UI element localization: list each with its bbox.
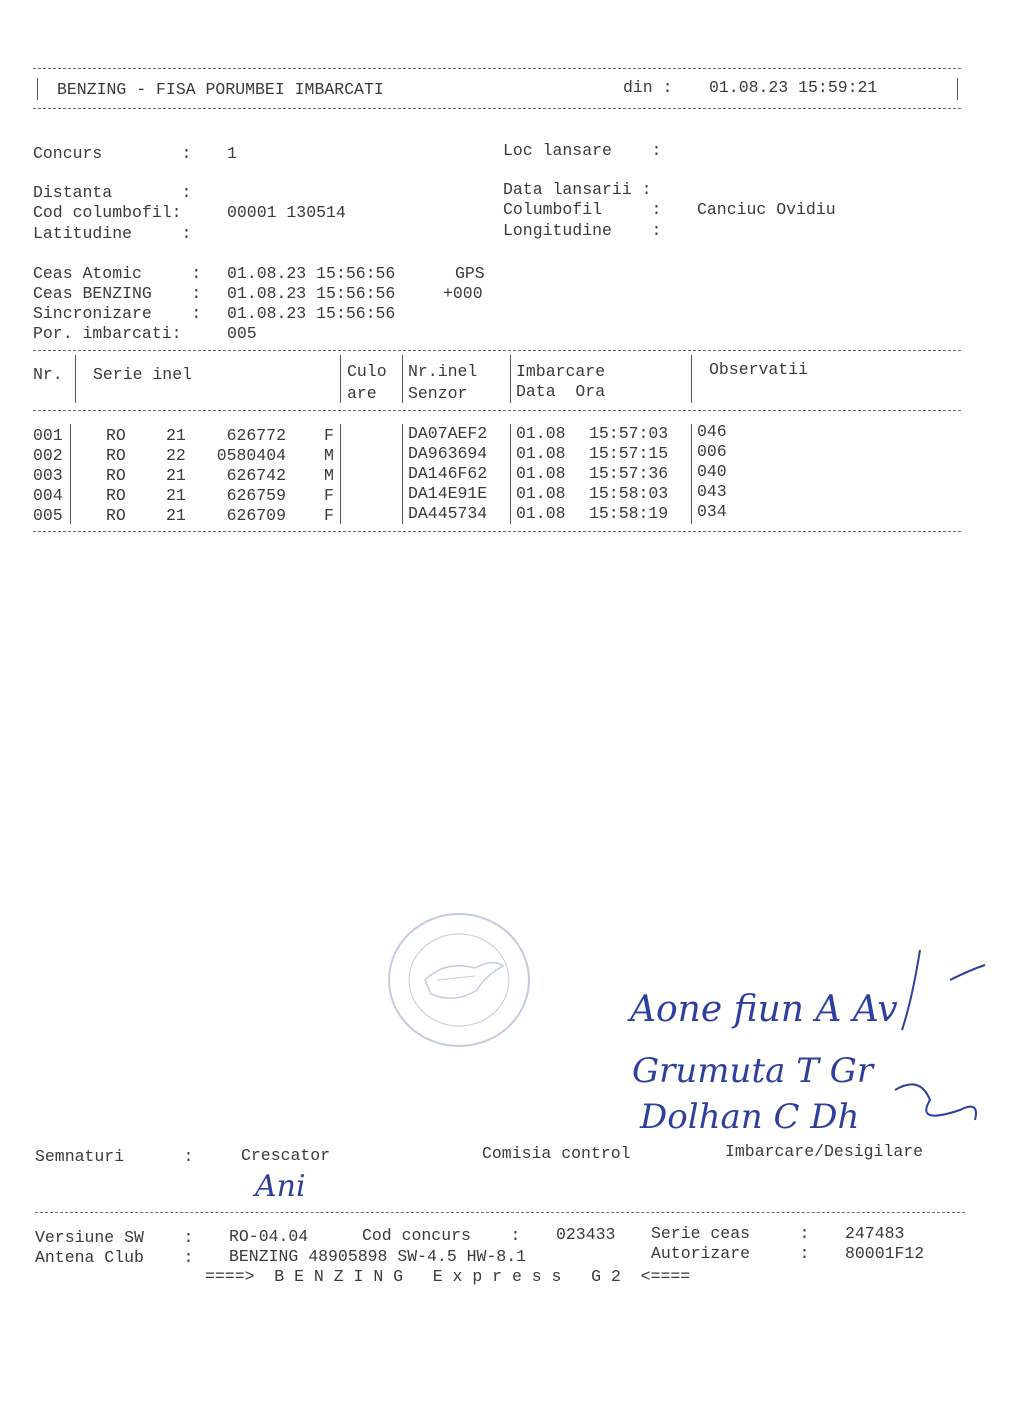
row-obs: 006 [697,442,727,461]
row-ora: 15:58:19 [589,504,669,523]
row-obs: 046 [697,422,727,441]
signature-line-3: Dolhan C Dh [640,1097,860,1137]
col-sep-header [340,355,341,403]
col-sep-body [70,424,71,524]
row-ora: 15:58:03 [589,484,669,503]
sincronizare-value: 01.08.23 15:56:56 [227,304,396,323]
cod-columbofil-label: Cod columbofil: [33,203,182,222]
row-an: 21 [166,506,186,525]
row-an: 21 [166,426,186,445]
header-culoare-1: Culo [347,362,387,381]
row-senzor: DA07AEF2 [408,424,488,443]
ceas-atomic-extra: GPS [455,264,485,283]
ceas-atomic-label: Ceas Atomic : [33,264,202,283]
row-obs: 034 [697,502,727,521]
row-inel: 626709 [226,506,286,525]
row-an: 21 [166,466,186,485]
signature-line-2: Grumuta T Gr [632,1051,874,1091]
cod-columbofil-value: 00001 130514 [227,203,346,222]
por-imbarcati-label: Por. imbarcati: [33,324,182,343]
row-nr: 005 [33,506,63,525]
row-tara: RO [106,446,126,465]
header-bottom-rule [33,108,961,109]
row-obs: 043 [697,482,727,501]
row-nr: 003 [33,466,63,485]
header-observatii: Observatii [709,360,809,379]
row-senzor: DA445734 [408,504,488,523]
serie-ceas-label: Serie ceas : [651,1224,810,1243]
club-stamp-icon [385,910,533,1050]
sincronizare-label: Sincronizare : [33,304,202,323]
row-ora: 15:57:15 [589,444,669,463]
row-sex: F [324,506,334,525]
concurs-value: 1 [227,144,237,163]
header-top-rule [33,68,961,69]
row-nr: 001 [33,426,63,445]
col-sep-body [340,424,341,524]
row-data: 01.08 [516,444,566,463]
row-inel: 626772 [226,426,286,445]
row-senzor: DA14E91E [408,484,488,503]
header-senzor-1: Nr.inel [408,362,478,381]
header-culoare-2: are [347,384,377,403]
footer-rule [35,1212,965,1213]
din-label: din : [623,78,673,97]
row-inel: 626742 [226,466,286,485]
row-data: 01.08 [516,424,566,443]
row-data: 01.08 [516,464,566,483]
row-ora: 15:57:03 [589,424,669,443]
imbarcare-label: Imbarcare/Desigilare [725,1142,924,1161]
ceas-benzing-value: 01.08.23 15:56:56 [227,284,396,303]
row-data: 01.08 [516,484,566,503]
table-top-rule [33,350,961,351]
header-imbarcare-2: Data Ora [516,382,606,401]
col-sep-body [510,424,511,524]
row-an: 22 [166,446,186,465]
col-sep-header [691,355,692,403]
signature-crescator: Ani [255,1169,306,1204]
header-left-bar [37,78,38,100]
cod-concurs-value: 023433 [556,1225,616,1244]
brand-line: ====> B E N Z I N G E x p r e s s G 2 <==== [205,1267,691,1286]
row-tara: RO [106,426,126,445]
row-tara: RO [106,506,126,525]
row-nr: 004 [33,486,63,505]
autorizare-label: Autorizare : [651,1244,810,1263]
cod-concurs-label: Cod concurs : [362,1226,521,1245]
row-sex: F [324,426,334,445]
row-nr: 002 [33,446,63,465]
row-tara: RO [106,466,126,485]
ceas-benzing-extra: +000 [443,284,483,303]
columbofil-label: Columbofil : [503,200,662,219]
concurs-label: Concurs : [33,144,192,163]
row-senzor: DA963694 [408,444,488,463]
header-right-bar [957,78,958,100]
table-bottom-rule [33,531,961,532]
col-sep-body [402,424,403,524]
signature-line-1: Aone fiun A Av [630,989,898,1030]
row-tara: RO [106,486,126,505]
col-sep-header [402,355,403,403]
header-imbarcare-1: Imbarcare [516,362,606,381]
antena-value: BENZING 48905898 SW-4.5 HW-8.1 [229,1247,527,1266]
row-inel: 0580404 [216,446,286,465]
columbofil-value: Canciuc Ovidiu [697,200,836,219]
crescator-label: Crescator [241,1146,331,1165]
row-sex: M [324,446,334,465]
longitudine-label: Longitudine : [503,221,662,240]
latitudine-label: Latitudine : [33,224,192,243]
semnaturi-label: Semnaturi : [35,1147,194,1166]
header-serie-inel: Serie inel [93,365,193,384]
autorizare-value: 80001F12 [845,1244,925,1263]
por-imbarcati-value: 005 [227,324,257,343]
comisia-label: Comisia control [482,1144,631,1163]
row-an: 21 [166,486,186,505]
data-lansarii-label: Data lansarii : [503,180,652,199]
serie-ceas-value: 247483 [845,1224,905,1243]
ceas-atomic-value: 01.08.23 15:56:56 [227,264,396,283]
row-ora: 15:57:36 [589,464,669,483]
club-stamp [385,910,533,1050]
page-title: BENZING - FISA PORUMBEI IMBARCATI [57,80,384,99]
header-nr: Nr. [33,365,63,384]
distanta-label: Distanta : [33,183,192,202]
col-sep-body [691,424,692,524]
row-inel: 626759 [226,486,286,505]
row-senzor: DA146F62 [408,464,488,483]
versiune-value: RO-04.04 [229,1227,309,1246]
header-datetime: 01.08.23 15:59:21 [709,78,878,97]
row-sex: F [324,486,334,505]
antena-label: Antena Club : [35,1248,194,1267]
col-sep-header [510,355,511,403]
versiune-label: Versiune SW : [35,1228,194,1247]
col-sep-header [75,355,76,403]
row-sex: M [324,466,334,485]
row-obs: 040 [697,462,727,481]
loc-lansare-label: Loc lansare : [503,141,662,160]
table-header-rule [33,410,961,411]
row-data: 01.08 [516,504,566,523]
header-senzor-2: Senzor [408,384,468,403]
ceas-benzing-label: Ceas BENZING : [33,284,202,303]
